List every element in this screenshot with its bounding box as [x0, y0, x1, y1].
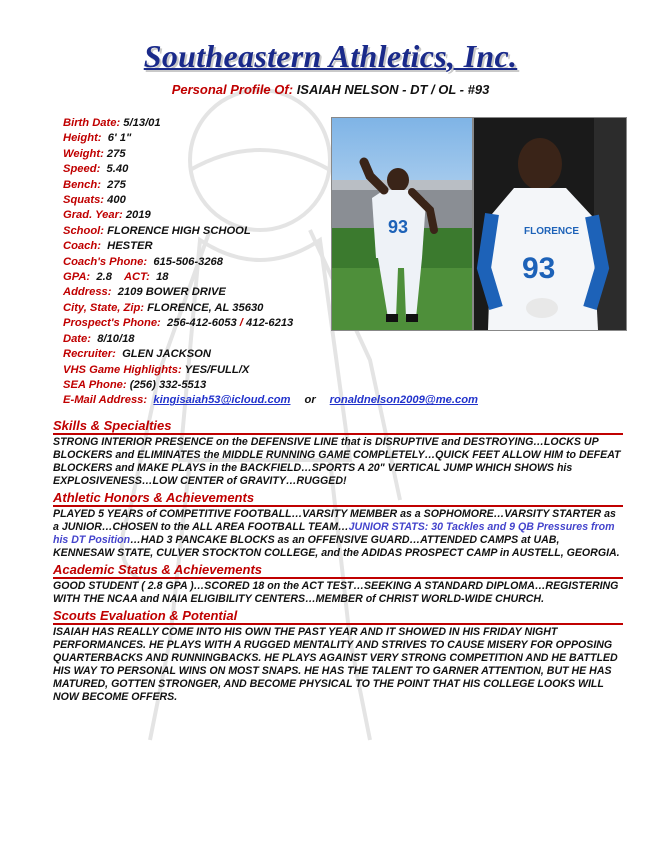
academic-body: GOOD STUDENT ( 2.8 GPA )…SCORED 18 on the ACT TEST…SEEKING A STANDARD DIPLOMA…REGISTERING WITH THE NCAA and NAIA ELIGIBILITY CENTERS…MEMBER of CHRIST WORLD-WIDE CHURCH.: [53, 580, 619, 605]
honors-text-b: …HAD 3 PANCAKE BLOCKS as an OFFENSIVE GUARD…ATTENDED CAMPS at UAB, KENNESAW STATE, CULVER STOCKTON COLLEGE, and the ADIDAS PROSPECT CAMP in AUSTELL, GEORGIA.: [53, 534, 620, 559]
prospect-phone-value-2: 412-6213: [246, 317, 294, 330]
academic-heading: Academic Status & Achievements: [53, 562, 623, 579]
email-link-2[interactable]: ronaldnelson2009@me.com: [329, 394, 478, 407]
act-label: ACT:: [123, 271, 150, 284]
speed-label: Speed:: [63, 163, 101, 176]
skills-heading: Skills & Specialties: [53, 418, 623, 435]
date-row: [63, 332, 483, 347]
speed-value: 5.40: [106, 163, 129, 176]
bench-value: 275: [107, 178, 126, 191]
coach-value: HESTER: [107, 240, 153, 253]
closeup-photo-illustration: [474, 118, 626, 330]
school-label: School:: [63, 224, 105, 237]
email-row: [63, 393, 483, 408]
honors-text-a: PLAYED 5 YEARS of COMPETITIVE FOOTBALL…VARSITY MEMBER as a SOPHOMORE…VARSITY STARTER as a JUNIOR…CHOSEN to the ALL AREA FOOTBALL TEAM…: [53, 508, 616, 533]
honors-heading: Athletic Honors & Achievements: [53, 490, 623, 507]
email-link-1[interactable]: kingisaiah53@icloud.com: [153, 394, 291, 407]
squats-value: 400: [107, 194, 126, 207]
act-value: 18: [156, 271, 169, 284]
field-photo-jersey-number: 93: [388, 217, 409, 237]
sea-phone-label: SEA Phone:: [63, 378, 127, 391]
birth-date-label: Birth Date:: [63, 117, 121, 129]
recruiter-row: [63, 347, 483, 362]
birth-date-value: 5/13/01: [123, 117, 161, 129]
recruiter-value: GLEN JACKSON: [122, 348, 211, 361]
profile-subtitle: [0, 82, 661, 97]
height-label: Height:: [63, 132, 102, 145]
honors-junior-stats: JUNIOR STATS: 30 Tackles and 9 QB Pressures from his DT Position: [53, 521, 615, 546]
school-value: FLORENCE HIGH SCHOOL: [107, 224, 251, 237]
recruiter-label: Recruiter:: [63, 348, 116, 361]
scouts-body: ISAIAH HAS REALLY COME INTO HIS OWN THE PAST YEAR AND IT SHOWED IN HIS FRIDAY NIGHT PERFORMANCES. HE PLAYS WITH A RUGGED MENTALITY AND STRIVES TO CAUSE MISERY FOR OPPOSING QUARTERBACKS AND RUNNINGBACKS. HE PLAYS AGAINST VERY STRONG COMPETITION AND HE BATTLED HIS WAY TO PERSONAL WINS ON MOST SNAPS. HE HAS THE TALENT TO GARNER ATTENTION, BUT HE HAS MATURED, GOTTEN STRONGER, AND BECOME PHYSICAL TO THE POINT THAT HIS COLLEGE LOOKS WILL NOW BECOME OFFERS.: [53, 626, 618, 703]
city-value: FLORENCE, AL 35630: [147, 301, 264, 314]
date-value: 8/10/18: [97, 332, 135, 345]
address-value: 2109 BOWER DRIVE: [117, 286, 226, 299]
squats-label: Squats:: [63, 194, 105, 207]
address-label: Address:: [63, 286, 112, 299]
subtitle-label: Personal Profile Of:: [171, 82, 294, 97]
weight-label: Weight:: [63, 147, 104, 160]
sea-phone-row: [63, 378, 483, 393]
vhs-value: YES/FULL/X: [184, 363, 250, 376]
vhs-label: VHS Game Highlights:: [63, 363, 182, 376]
gpa-value: 2.8: [96, 271, 112, 284]
scouts-heading: Scouts Evaluation & Potential: [53, 608, 623, 625]
city-label: City, State, Zip:: [63, 301, 145, 314]
coach-label: Coach:: [63, 240, 101, 253]
player-photo-closeup: [473, 117, 627, 331]
email-or: or: [304, 394, 316, 407]
closeup-jersey-number: 93: [522, 252, 556, 285]
gpa-label: GPA:: [63, 271, 91, 284]
subtitle-value: ISAIAH NELSON - DT / OL - #93: [296, 82, 490, 97]
grad-year-label: Grad. Year:: [63, 209, 123, 222]
field-photo-illustration: [332, 118, 472, 330]
coach-phone-value: 615-506-3268: [153, 255, 223, 268]
honors-body: [53, 508, 623, 560]
closeup-jersey-text: FLORENCE: [524, 226, 579, 237]
prospect-phone-label: Prospect's Phone:: [63, 317, 161, 330]
date-label: Date:: [63, 332, 91, 345]
height-value: 6' 1": [107, 132, 132, 145]
email-label: E-Mail Address:: [63, 394, 148, 407]
vhs-row: [63, 363, 483, 378]
weight-value: 275: [106, 147, 126, 160]
sea-phone-value: (256) 332-5513: [129, 378, 207, 391]
prospect-phone-row: Prospect's Phone: 256-412-6053 / 412-6213: [63, 317, 294, 330]
grad-year-value: 2019: [125, 209, 151, 222]
bench-label: Bench:: [63, 178, 101, 191]
sections: [53, 418, 623, 706]
prospect-phone-value: 256-412-6053: [167, 317, 237, 330]
coach-phone-label: Coach's Phone:: [63, 255, 148, 268]
player-photo-field: [331, 117, 473, 331]
skills-body: STRONG INTERIOR PRESENCE on the DEFENSIVE LINE that is DISRUPTIVE and DESTROYING…LOCKS UP BLOCKERS and ELIMINATES the MIDDLE RUNNING GAME COMPLETELY…QUICK FEET ALLOW HIM to DEFEAT BLOCKERS and MAKE PLAYS in the BACKFIELD…SPORTS A 20" VERTICAL JUMP WHICH SHOWS his EXPLOSIVENESS…LOW CENTER of GRAVITY…RUGGED!: [53, 436, 621, 487]
company-title: Southeastern Athletics, Inc.: [143, 38, 518, 74]
